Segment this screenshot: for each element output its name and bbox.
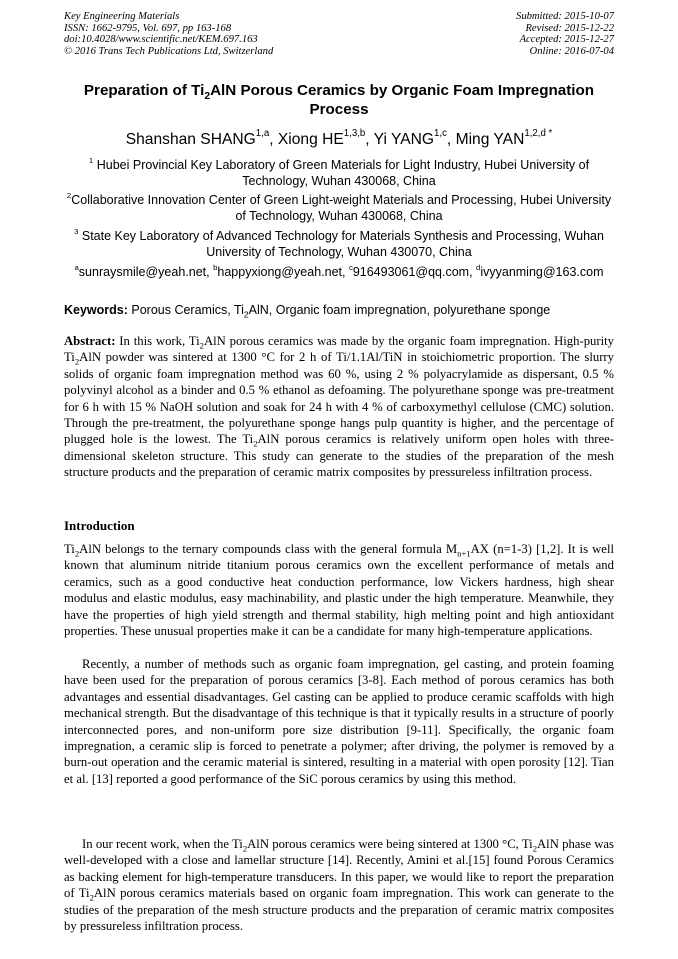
journal-name: Key Engineering Materials <box>64 11 180 22</box>
paragraph-text: AlN porous ceramics materials based on organic foam impregnation. This work can generate to the studies of the preparation of the mesh structure products and the preparation of ceramic matrix composites by pressureless infiltration process. <box>64 886 615 934</box>
paper-title <box>64 81 614 119</box>
author-name: Ming YAN <box>455 131 525 148</box>
author <box>373 128 456 148</box>
author <box>125 128 278 148</box>
keywords-subscript: 2 <box>243 309 249 320</box>
title-text-a: Preparation of Ti <box>83 82 205 99</box>
subscript: 2 <box>253 438 258 449</box>
abstract-text: In this work, Ti <box>115 334 200 348</box>
keywords <box>64 302 624 318</box>
abstract <box>64 333 614 481</box>
author-separator: , <box>446 131 456 148</box>
email-address: happyxiong@yeah.net <box>217 265 342 279</box>
email <box>74 262 214 279</box>
affiliation-number: 2 <box>66 190 72 200</box>
email <box>476 262 604 279</box>
paragraph-text: AlN phase was well-developed with a close and lamellar structure [14]. Recently, Amini et al.[15] found Porous Ceramics as backing element for high-temperature transducers. In this paper, we would like to report the preparation of Ti <box>64 837 614 901</box>
email-marker: d <box>476 262 481 272</box>
affiliation-number: 3 <box>74 226 79 236</box>
section-heading-introduction: Introduction <box>64 518 135 533</box>
email-separator: , <box>342 265 349 279</box>
affiliation-text: State Key Laboratory of Advanced Technology for Materials Synthesis and Processing, Wuhan University of Technology, Wuhan 430070, China <box>81 229 604 259</box>
paragraph-text: AlN belongs to the ternary compounds class with the general formula M <box>79 542 458 556</box>
email-address: sunraysmile@yeah.net <box>78 265 207 279</box>
author <box>455 128 553 148</box>
revised-date: Revised: 2015-12-22 <box>525 22 614 34</box>
paragraph-text: AlN porous ceramics were being sintered at 1300 °C, Ti <box>247 837 533 851</box>
journal-header-left <box>64 11 273 57</box>
email-address: 916493061@qq.com <box>352 265 470 279</box>
email-separator: , <box>469 265 477 279</box>
author-affiliation-marker: 1,3,b <box>343 128 366 140</box>
author-affiliation-marker: 1,a <box>255 128 270 140</box>
affiliation <box>64 192 614 224</box>
author-name: Shanshan SHANG <box>125 131 256 148</box>
paragraph-text: Ti <box>64 542 75 556</box>
journal-header-right <box>516 11 614 57</box>
paragraph-text: AX (n=1-3) [1,2]. It is well known that aluminum nitride titanium porous ceramics own the excellent performance of metals and ceramics, such as a good conductive heat conduction performance, low Vickers hardness, high shear modulus and elastic modulus, easy machinability, and plastic under the high temperature. Meanwhile, they have the properties of high yield strength and thermal stability, high melting point and high antioxidant properties. These unusual properties make it can be a candidate for many high-temperature applications. <box>64 542 614 639</box>
abstract-text: AlN powder was sintered at 1300 °C for 2 h of Ti/1.1Al/TiN in stoichiometric proportion. The slurry solids of organic foam impregnation method was 60 %, using 2 % polyacrylamide as dispersant, 0.5 % polyvinyl alcohol as a binder and 0.5 % ethanol as defoaming. The polyurethane sponge was pre-treatment for 6 h with 15 % NaOH solution and soak for 24 h with 4 % of carboxymethyl cellulose (CMC) solution. Through the pre-treatment, the polyurethane sponge hangs pulp quantity is higher, and the percentage of plugged hole is the lowest. The Ti <box>64 350 614 447</box>
online-date: Online: 2016-07-04 <box>529 45 614 57</box>
subscript: 2 <box>74 548 80 559</box>
author-separator: , <box>269 131 278 148</box>
author-list <box>64 130 614 150</box>
affiliation-text: Hubei Provincial Key Laboratory of Green Materials for Light Industry, Hubei University of Technology, Wuhan 430068, China <box>96 158 590 188</box>
intro-paragraph-3 <box>64 836 614 934</box>
intro-paragraph-2: Recently, a number of methods such as organic foam impregnation, gel casting, and protein foaming have been used for the preparation of porous ceramics [3-8]. Each method of porous ceramics has both advantages and essential disadvantages. Gel casting can be applied to produce ceramic scaffolds with high mechanical strength. But the disadvantage of this technique is that it typically results in a structure of poorly interconnected pores, and non-uniform pore size distribution [9-11]. Specifically, the organic foam impregnation, a ceramic slip is forced to penetrate a polymer; after driving, the polymer is removed by a burn-out operation and the ceramic material is sintered, resulting in a material with open porosity [12]. Tian et al. [13] reported a good performance of the SiC porous ceramics by using this method. <box>64 657 614 786</box>
subscript: n+1 <box>457 548 471 559</box>
subscript: 2 <box>242 843 248 854</box>
author-affiliation-marker: 1,2,d * <box>524 128 553 140</box>
keywords-label: Keywords: <box>64 303 128 317</box>
subscript: 2 <box>532 843 538 854</box>
email-marker: b <box>213 262 218 272</box>
abstract-label: Abstract: <box>64 334 116 348</box>
abstract-text: AlN porous ceramics was made by the organic foam impregnation. High-purity Ti <box>64 334 614 365</box>
submitted-date: Submitted: 2015-10-07 <box>516 11 614 22</box>
email-marker: a <box>74 262 79 272</box>
email <box>348 262 477 279</box>
author-affiliation-marker: 1,c <box>434 128 447 140</box>
accepted-date: Accepted: 2015-12-27 <box>519 34 614 46</box>
affiliation-text: Collaborative Innovation Center of Green Light-weight Materials and Processing, Hubei University of Technology, Wuhan 430068, China <box>71 193 612 223</box>
author-name: Yi YANG <box>373 131 435 148</box>
keywords-text-a: Porous Ceramics, Ti <box>127 303 244 317</box>
title-subscript: 2 <box>204 91 211 103</box>
author-separator: , <box>365 131 374 148</box>
intro-paragraph-1 <box>64 541 614 639</box>
doi-line: doi:10.4028/www.scientific.net/KEM.697.163 <box>64 34 258 46</box>
issn-line: ISSN: 1662-9795, Vol. 697, pp 163-168 <box>64 22 232 34</box>
author-name: Xiong HE <box>277 131 344 148</box>
affiliation <box>64 157 614 189</box>
email-marker: c <box>348 262 353 272</box>
abstract-text: AlN porous ceramics is relatively uniform open holes with three-dimensional skeleton structure. This study can generate to the studies of the preparation of the mesh structure products and the preparation of ceramic matrix composites by pressureless infiltration process. <box>64 432 614 480</box>
subscript: 2 <box>89 892 94 903</box>
affiliation <box>64 228 614 260</box>
keywords-text-b: AlN, Organic foam impregnation, polyurethane sponge <box>248 303 551 317</box>
email <box>213 262 349 279</box>
affiliation-number: 1 <box>88 155 94 165</box>
subscript: 2 <box>199 340 204 351</box>
email-separator: , <box>206 265 214 279</box>
email-address: ivyyanming@163.com <box>480 265 604 279</box>
email-list <box>64 264 614 280</box>
author <box>277 128 374 148</box>
paragraph-text: In our recent work, when the Ti <box>82 837 243 851</box>
title-text-b: AlN Porous Ceramics by Organic Foam Impregnation Process <box>210 82 595 118</box>
copyright-line: © 2016 Trans Tech Publications Ltd, Switzerland <box>64 45 274 57</box>
subscript: 2 <box>74 356 80 367</box>
